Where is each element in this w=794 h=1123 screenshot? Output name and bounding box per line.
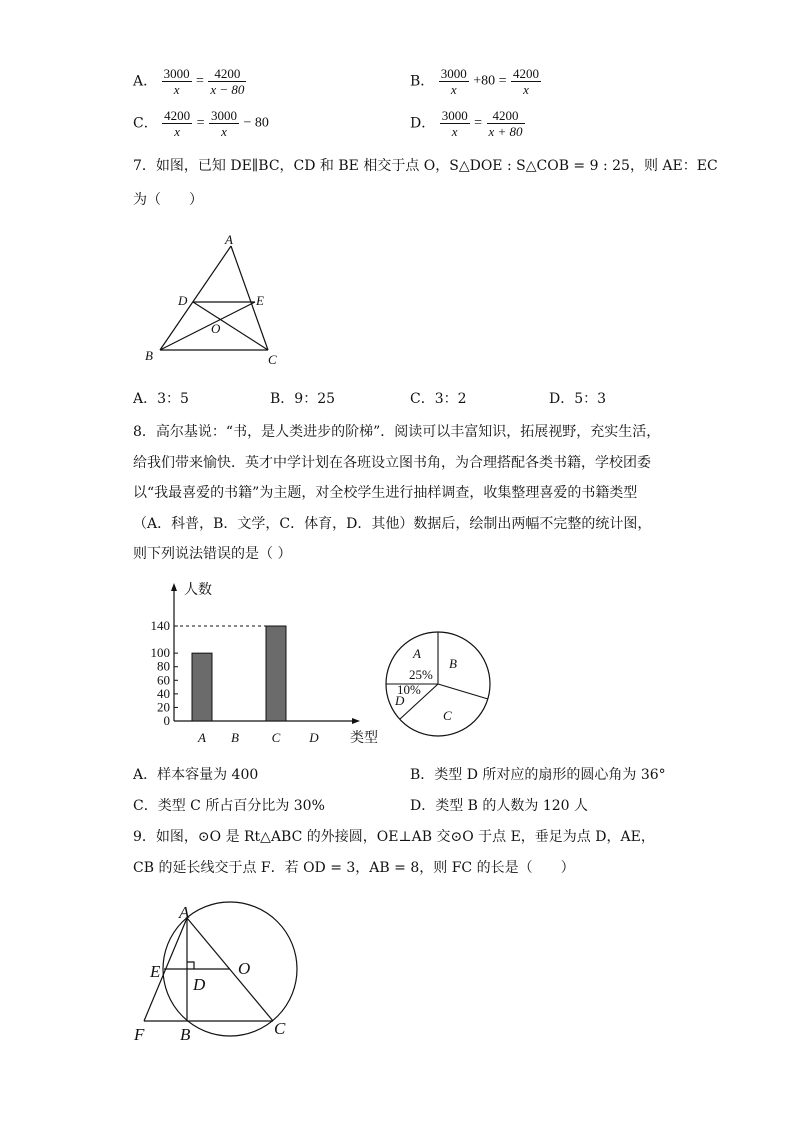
- denominator: x: [173, 82, 180, 97]
- bar-c: [266, 626, 286, 721]
- fraction: [162, 108, 192, 139]
- q6-option-c: [133, 108, 269, 139]
- point-label-c: C: [268, 352, 277, 367]
- point-label-a: A: [225, 232, 233, 247]
- pie-divider-bc: [438, 684, 488, 699]
- option-label: A．: [133, 73, 158, 90]
- point-label-f: F: [134, 1025, 145, 1044]
- numerator: 4200: [208, 66, 246, 82]
- q7-stem-line-2: 为（ ）: [133, 192, 203, 208]
- option-label: B．: [410, 73, 435, 90]
- equals-sign: =: [196, 115, 205, 131]
- numerator: 3000: [210, 108, 237, 123]
- numerator: 4200: [487, 108, 525, 124]
- point-label-d: D: [178, 293, 188, 308]
- q8-stem-line-1: 8．高尔基说：“书，是人类进步的阶梯”．阅读可以丰富知识，拓展视野，充实生活，: [133, 424, 661, 440]
- point-label-b: B: [145, 348, 153, 363]
- denominator: x − 80: [210, 82, 245, 97]
- fraction: [209, 108, 239, 139]
- equals-sign: =: [196, 73, 204, 89]
- denominator: x: [523, 82, 529, 97]
- right-angle-mark: [187, 962, 194, 969]
- option-label: C．: [133, 115, 158, 132]
- y-tick-label: 80: [157, 658, 170, 674]
- fraction: [487, 108, 525, 139]
- q8-stem-line-3: 以“我最喜爱的书籍”为主题，对全校学生进行抽样调查，收集整理喜爱的书籍类型: [133, 485, 638, 501]
- x-category-label: A: [198, 730, 206, 745]
- q7-option-d: D．5：3: [549, 391, 607, 407]
- numerator: 3000: [163, 66, 190, 81]
- x-category-label: C: [271, 730, 281, 745]
- q7-option-a: A．3：5: [133, 391, 189, 407]
- numerator: 4200: [164, 108, 191, 123]
- denominator: x: [174, 124, 181, 139]
- numerator: 3000: [441, 108, 468, 123]
- y-tick-label: 40: [157, 685, 170, 701]
- y-tick-label: 20: [157, 699, 170, 715]
- pie-percent-d: 10%: [397, 682, 421, 697]
- option-label: D．: [410, 115, 436, 132]
- y-tick-label: 60: [157, 672, 170, 688]
- y-tick-label: 100: [150, 645, 170, 661]
- fraction: [208, 66, 246, 97]
- q7-stem-line-1: 7．如图，已知 DE∥BC，CD 和 BE 相交于点 O，S△DOE : S△COB = 9 : 25，则 AE：EC: [133, 158, 718, 174]
- fraction: [440, 108, 470, 139]
- fraction: [439, 66, 469, 97]
- segment-dc: [193, 302, 268, 350]
- y-axis-arrow: [171, 583, 177, 591]
- q8-stem-line-4: （A．科普，B．文学，C．体育，D．其他）数据后，绘制出两幅不完整的统计图，: [133, 516, 652, 532]
- pie-label-d: D: [395, 693, 405, 708]
- q8-bar-chart: [140, 574, 385, 754]
- pie-label-c: C: [443, 708, 452, 723]
- point-label-o: O: [211, 321, 221, 336]
- q9-circle-figure: [130, 900, 310, 1050]
- x-category-label: D: [309, 730, 319, 745]
- numerator: 4200: [512, 66, 539, 81]
- bar-a: [192, 653, 212, 721]
- q7-option-b: B．9：25: [270, 391, 336, 407]
- q9-stem-line-2: CB 的延长线交于点 F．若 OD = 3，AB = 8，则 FC 的长是（ ）: [133, 860, 575, 876]
- point-label-b: B: [180, 1025, 191, 1044]
- denominator: x: [450, 82, 457, 97]
- q7-option-c: C．3：2: [410, 391, 467, 407]
- numerator: 3000: [440, 66, 467, 81]
- y-tick-label: 0: [163, 713, 170, 728]
- x-axis-arrow: [352, 718, 360, 724]
- y-tick-label: 140: [150, 618, 170, 633]
- equals-sign: =: [474, 115, 483, 131]
- denominator: x: [221, 124, 227, 139]
- pie-label-b: B: [449, 656, 457, 671]
- q8-option-a: A．样本容量为 400: [133, 767, 259, 783]
- point-label-d: D: [193, 975, 206, 994]
- point-label-c: C: [274, 1019, 286, 1038]
- x-category-label: B: [231, 730, 239, 745]
- minus-term: − 80: [243, 115, 269, 131]
- q8-option-d: D．类型 B 的人数为 120 人: [410, 798, 589, 814]
- q8-pie-chart: [380, 628, 495, 740]
- q6-option-d: [410, 108, 525, 139]
- denominator: x + 80: [488, 124, 523, 139]
- fraction: [162, 66, 192, 97]
- q8-option-b: B．类型 D 所对应的扇形的圆心角为 36°: [410, 767, 666, 783]
- q6-option-a: [133, 66, 246, 97]
- fraction: [511, 66, 541, 97]
- denominator: x: [451, 124, 458, 139]
- point-label-o: O: [238, 959, 251, 978]
- plus-term: +80 =: [473, 73, 507, 89]
- point-label-e: E: [150, 962, 161, 981]
- q8-stem-line-2: 给我们带来愉快．英才中学计划在各班设立图书角，为合理搭配各类书籍，学校团委: [133, 455, 651, 471]
- segment-be: [160, 302, 255, 350]
- q8-stem-line-5: 则下列说法错误的是（ ）: [133, 546, 292, 562]
- pie-percent-a: 25%: [409, 667, 433, 682]
- q9-stem-line-1: 9．如图，⊙O 是 Rt△ABC 的外接圆，OE⊥AB 交⊙O 于点 E，垂足为点 D，AE，: [133, 829, 655, 845]
- q8-option-c: C．类型 C 所占百分比为 30%: [133, 798, 325, 814]
- x-axis-label: 类型: [350, 730, 378, 746]
- point-label-e: E: [256, 293, 264, 308]
- pie-label-a: A: [413, 646, 421, 661]
- q7-triangle-figure: [140, 232, 290, 367]
- y-axis-label: 人数: [184, 582, 212, 598]
- q6-option-b: [410, 66, 541, 97]
- point-label-a: A: [179, 903, 190, 922]
